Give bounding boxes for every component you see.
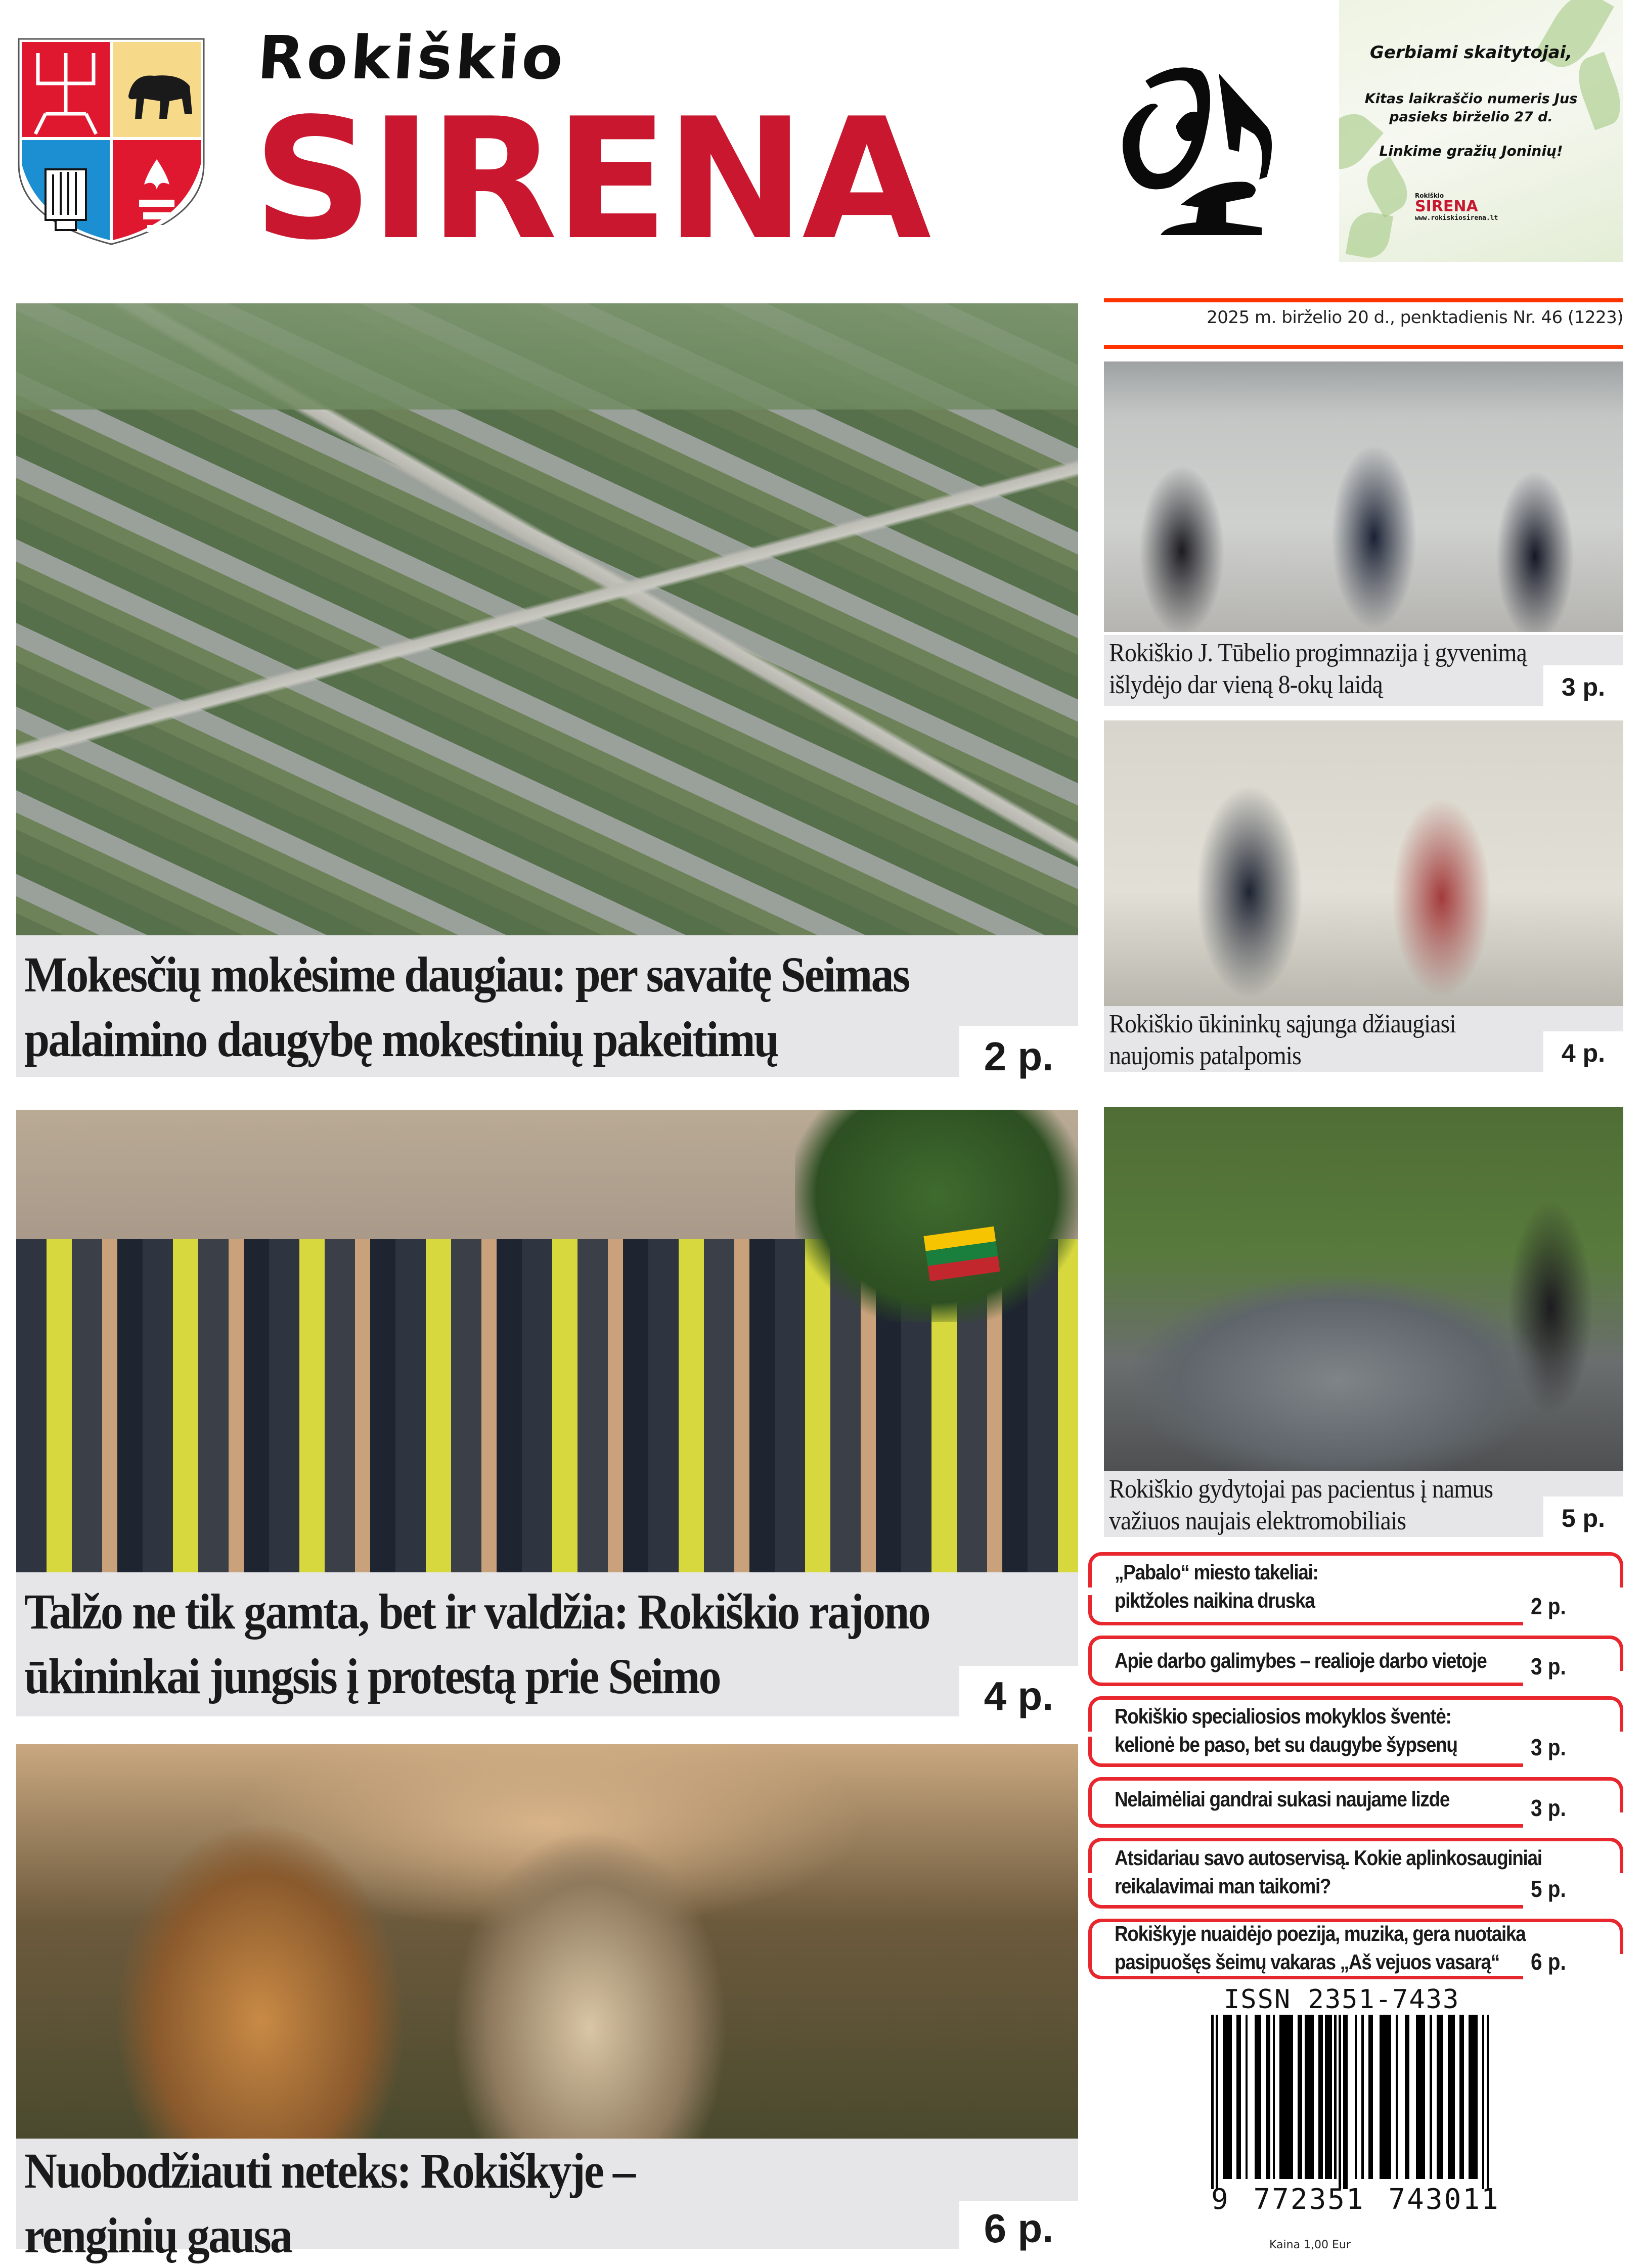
- barcode-bar: [1246, 2015, 1248, 2179]
- teaser-title: [1115, 1702, 1457, 1759]
- masthead-title-top: Rokiškio: [255, 23, 568, 93]
- main-story-1-headline[interactable]: [24, 942, 909, 1072]
- headline-line: išlydėjo dar vieną 8-okų laidą: [1109, 670, 1383, 699]
- side-story-3-headline[interactable]: [1109, 1473, 1493, 1537]
- barcode-bar: [1482, 2015, 1485, 2189]
- barcode-bar: [1355, 2015, 1357, 2179]
- farmers-protest-photo[interactable]: [16, 1110, 1078, 1572]
- barcode-bar: [1437, 2015, 1444, 2179]
- page-reference: 3 p.: [1543, 665, 1623, 706]
- teaser-line: Atsidariau savo autoservisą. Kokie aplinkosauginiai: [1115, 1846, 1542, 1870]
- main-story-1-caption: [16, 935, 1078, 1077]
- barcode-bar: [1318, 2015, 1323, 2179]
- headline-line: palaimino daugybę mokestinių pakeitimų: [24, 1011, 778, 1067]
- midsummer-wreaths-photo[interactable]: [16, 1744, 1078, 2139]
- barcode-bar: [1459, 2015, 1464, 2179]
- dateline-rule-bottom: [1104, 345, 1623, 349]
- electric-car-photo[interactable]: [1104, 1107, 1623, 1471]
- teaser-line: Rokiškyje nuaidėjo poezija, muzika, gera nuotaika: [1115, 1922, 1526, 1945]
- teaser-page: 3 p.: [1531, 1653, 1566, 1680]
- barcode-bar: [1236, 2015, 1241, 2179]
- side-story-1-caption: [1104, 635, 1623, 706]
- main-story-3-headline[interactable]: [24, 2139, 634, 2268]
- notice-message-line2: pasieks birželio 27 d.: [1389, 109, 1553, 125]
- side-story-1-headline[interactable]: [1109, 637, 1527, 701]
- farmers-union-handover-photo[interactable]: [1104, 720, 1623, 1006]
- issn-number: ISSN 2351-7433: [1224, 1984, 1460, 2015]
- headline-line: Nuobodžiauti neteks: Rokiškyje –: [24, 2143, 635, 2199]
- notice-logo-top: Rokiškio: [1415, 192, 1444, 199]
- page-reference: 2 p.: [959, 1026, 1078, 1077]
- teaser-title: [1115, 1558, 1318, 1615]
- headline-line: Mokesčių mokėsime daugiau: per savaitę Seimas: [24, 946, 909, 1003]
- price-label: Kaina 1,00 Eur: [1269, 2239, 1351, 2251]
- barcode-bar: [1255, 2015, 1262, 2179]
- aerial-photo-horizon: [16, 303, 1078, 410]
- barcode-bar: [1361, 2015, 1364, 2179]
- teaser-item[interactable]: [1088, 1696, 1623, 1767]
- dateline-rule-top: [1104, 298, 1623, 302]
- headline-line: Talžo ne tik gamta, bet ir valdžia: Rokiškio rajono: [24, 1583, 929, 1640]
- teaser-item[interactable]: [1088, 1777, 1623, 1828]
- headline-line: Rokiškio ūkininkų sąjunga džiaugiasi: [1109, 1010, 1456, 1038]
- headline-line: renginių gausa: [24, 2207, 292, 2263]
- headline-line: Rokiškio gydytojai pas pacientus į namus: [1109, 1475, 1493, 1504]
- teaser-page: 3 p.: [1531, 1734, 1566, 1760]
- barcode-icon: [1211, 2015, 1424, 2189]
- barcode-bar: [1273, 2015, 1275, 2179]
- teaser-line: Apie darbo galimybes – realioje darbo vietoje: [1115, 1649, 1487, 1672]
- teaser-line: piktžoles naikina druska: [1115, 1589, 1315, 1612]
- teaser-page: 2 p.: [1531, 1593, 1566, 1619]
- barcode-bar: [1380, 2015, 1391, 2179]
- coat-of-arms-icon: [18, 38, 205, 245]
- announcement-box: [1339, 0, 1623, 262]
- barcode-bar: [1334, 2015, 1337, 2179]
- teaser-page: 3 p.: [1531, 1795, 1566, 1821]
- barcode-bar: [1448, 2015, 1455, 2179]
- aerial-city-photo[interactable]: [16, 303, 1078, 935]
- barcode-bar: [1298, 2015, 1302, 2179]
- teaser-line: kelionė be paso, bet su daugybe šypsenų: [1115, 1733, 1457, 1756]
- page-reference: 4 p.: [1543, 1031, 1623, 1072]
- teaser-line: Rokiškio specialiosios mokyklos šventė:: [1115, 1704, 1451, 1728]
- teaser-line: „Pabalo“ miesto takeliai:: [1115, 1560, 1318, 1584]
- headline-line: ūkininkai jungsis į protestą prie Seimo: [24, 1648, 720, 1704]
- main-story-2-headline[interactable]: [24, 1579, 929, 1709]
- teaser-item[interactable]: [1088, 1552, 1623, 1625]
- notice-message: [1339, 90, 1603, 126]
- graduation-ceremony-photo[interactable]: [1104, 361, 1623, 632]
- headline-line: važiuos naujais elektromobiliais: [1109, 1507, 1406, 1535]
- main-story-2-caption: [16, 1572, 1078, 1716]
- teaser-item[interactable]: [1088, 1636, 1623, 1686]
- ean-left-digits: 772351: [1253, 2183, 1365, 2216]
- page-reference: 4 p.: [959, 1666, 1078, 1716]
- notice-message-line1: Kitas laikraščio numeris Jus: [1364, 91, 1578, 107]
- lithuanian-flag-icon: [923, 1227, 1000, 1282]
- barcode-bar: [1223, 2015, 1232, 2179]
- barcode-bar: [1211, 2015, 1214, 2189]
- protest-photo-trees: [795, 1110, 1078, 1322]
- barcode-bar: [1487, 2015, 1489, 2189]
- ean-right-digits: 743011: [1388, 2183, 1500, 2216]
- side-story-2-headline[interactable]: [1109, 1008, 1456, 1072]
- teaser-page: 6 p.: [1531, 1948, 1566, 1975]
- barcode-bar: [1368, 2015, 1373, 2179]
- barcode-bar: [1325, 2015, 1332, 2179]
- headline-line: Rokiškio J. Tūbelio progimnazija į gyvenimą: [1109, 639, 1527, 667]
- barcode-bar: [1305, 2015, 1314, 2179]
- barcode-bar: [1343, 2015, 1348, 2189]
- barcode-bar: [1430, 2015, 1432, 2179]
- teaser-item[interactable]: [1088, 1838, 1623, 1909]
- barcode-bar: [1339, 2015, 1341, 2189]
- teaser-line: Nelaimėliai gandrai sukasi naujame lizde: [1115, 1787, 1450, 1811]
- teaser-title: [1115, 1920, 1525, 1976]
- page-reference: 5 p.: [1543, 1496, 1623, 1537]
- sirena-emblem-icon: [1115, 51, 1292, 238]
- barcode-bar: [1216, 2015, 1218, 2189]
- main-story-3-caption: [16, 2139, 1078, 2263]
- notice-wish: Linkime gražių Joninių!: [1379, 143, 1563, 159]
- teaser-line: reikalavimai man taikomi?: [1115, 1874, 1331, 1898]
- notice-website-link[interactable]: www.rokiskiosirena.lt: [1415, 214, 1498, 222]
- teaser-line: pasipuošęs šeimų vakaras „Aš vejuos vasarą“: [1115, 1950, 1499, 1974]
- side-story-3-caption: [1104, 1471, 1623, 1537]
- side-story-2-caption: [1104, 1006, 1623, 1072]
- barcode-bar: [1279, 2015, 1293, 2179]
- teaser-title: [1115, 1785, 1449, 1813]
- teaser-title: [1115, 1647, 1487, 1675]
- barcode-bar: [1469, 2015, 1478, 2179]
- headline-line: naujomis patalpomis: [1109, 1041, 1301, 1070]
- teaser-item[interactable]: [1088, 1919, 1623, 1979]
- notice-greeting: Gerbiami skaitytojai,: [1369, 42, 1573, 63]
- barcode-bar: [1396, 2015, 1398, 2179]
- ean-digits: [1211, 2183, 1500, 2216]
- ean-lead-digit: 9: [1211, 2183, 1230, 2216]
- issue-dateline: 2025 m. birželio 20 d., penktadienis Nr. 46 (1223): [1207, 307, 1623, 328]
- notice-logo: [1415, 192, 1526, 222]
- barcode-bar: [1266, 2015, 1270, 2179]
- page-reference: 6 p.: [959, 2201, 1078, 2249]
- notice-logo-main: SIRENA: [1415, 198, 1478, 215]
- masthead-title-main: SIRENA: [253, 82, 928, 277]
- teaser-title: [1115, 1844, 1542, 1900]
- barcode-bar: [1416, 2015, 1425, 2179]
- barcode-bar: [1405, 2015, 1409, 2179]
- teaser-page: 5 p.: [1531, 1876, 1566, 1902]
